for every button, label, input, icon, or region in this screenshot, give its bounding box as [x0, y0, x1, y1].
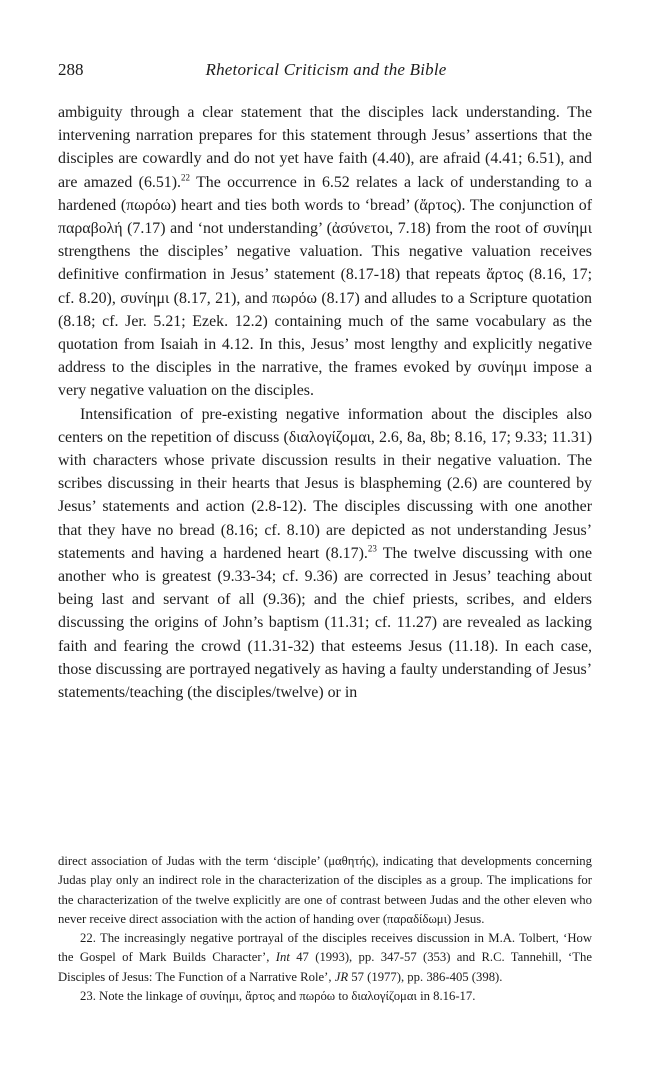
- footnote-22: [58, 929, 592, 987]
- footnote-23: 23. Note the linkage of συνίημι, ἄρτος and πωρόω to διαλογίζομαι in 8.16-17.: [80, 989, 476, 1004]
- paragraph-text: The occurrence in 6.52 relates a lack of understanding to a hardened (πωρόω) heart and ties both words to ‘bread’ (ἄρτος). The conjunction of παραβολή (7.17) and ‘not understanding’ (ἀσύνετοι, 7.18) from the root of συνίημι strengthens the disciples’ negative valuation. This negative valuation receives definitive confirmation in Jesus’ statement (8.17-18) that repeats ἄρτος (8.16, 17; cf. 8.20), συνίημι (8.17, 21), and πωρόω (8.17) and alludes to a Scripture quotation (8.18; cf. Jer. 5.21; Ezek. 12.2) containing much of the same vocabulary as the quotation from Isaiah in 4.12. In this, Jesus’ most lengthy and explicitly negative address to the disciples in the narrative, the frames evoked by συνίημι impose a very negative valuation on the disciples.: [58, 173, 592, 400]
- page-number: 288: [58, 60, 84, 79]
- page-header: [50, 60, 602, 86]
- paragraph-text: The twelve discussing with one another who is greatest (9.33-34; cf. 9.36) are corrected in Jesus’ teaching about being last and servant of all (9.36); and the chief priests, scribes, and elders discussing the origins of John’s baptism (11.31; cf. 11.27) are revealed as lacking faith and fearing the crowd (11.31-32) that esteems Jesus (11.18). In each case, those discussing are portrayed negatively as having a faulty understanding of Jesus’ statements/teaching (the disciples/twelve) or in: [58, 544, 592, 702]
- paragraph-text: Intensification of pre-existing negative information about the disciples also centers on the repetition of discuss (διαλογίζομαι, 2.6, 8a, 8b; 8.16, 17; 9.33; 11.31) with characters whose private discussion results in their negative valuation. The scribes discussing in their hearts that Jesus is blaspheming (2.6) are countered by Jesus’ statements and action (2.8-12). The disciples discussing with one another that they have no bread (8.16; cf. 8.10) are depicted as not understanding Jesus’ statements and having a hardened heart (8.17).: [58, 405, 592, 562]
- paragraph-continuation: [58, 101, 592, 403]
- body-text: [58, 101, 592, 704]
- footnote-text: 22. The increasingly negative portrayal of the disciples receives discussion in M.A. Tolbert, ‘How the Gospel of Mark Builds Character’,: [58, 931, 592, 965]
- paragraph: [58, 403, 592, 705]
- paragraph-text: ambiguity through a clear statement that the disciples lack understanding. The intervening narration prepares for this statement through Jesus’ assertions that the disciples are cowardly and do not yet have faith (4.40), are afraid (4.41; 6.51), and are amazed (6.51).: [58, 104, 592, 191]
- running-title: Rhetorical Criticism and the Bible: [205, 60, 447, 79]
- footnote-ref-22: 22: [181, 172, 191, 183]
- footnote-ref-23: 23: [367, 543, 377, 554]
- footnote-text: 57 (1977), pp. 386-405 (398).: [348, 969, 503, 984]
- footnote-continuation: direct association of Judas with the term ‘disciple’ (μαθητής), indicating that developments concerning Judas play only an indirect role in the characterization of the disciples as a group. The implications for the characterization of the twelve explicitly are one of contrast between Judas and the other eleven who never receive direct association with the action of handing over (παραδίδωμι) Jesus.: [58, 854, 592, 926]
- journal-title: JR: [334, 969, 349, 984]
- journal-title: Int: [275, 950, 290, 965]
- footnotes: [58, 852, 592, 1006]
- footnote-text: 47 (1993), pp. 347-57 (353) and R.C. Tannehill, ‘The Disciples of Jesus: The Function of a Narrative Role’,: [58, 950, 592, 984]
